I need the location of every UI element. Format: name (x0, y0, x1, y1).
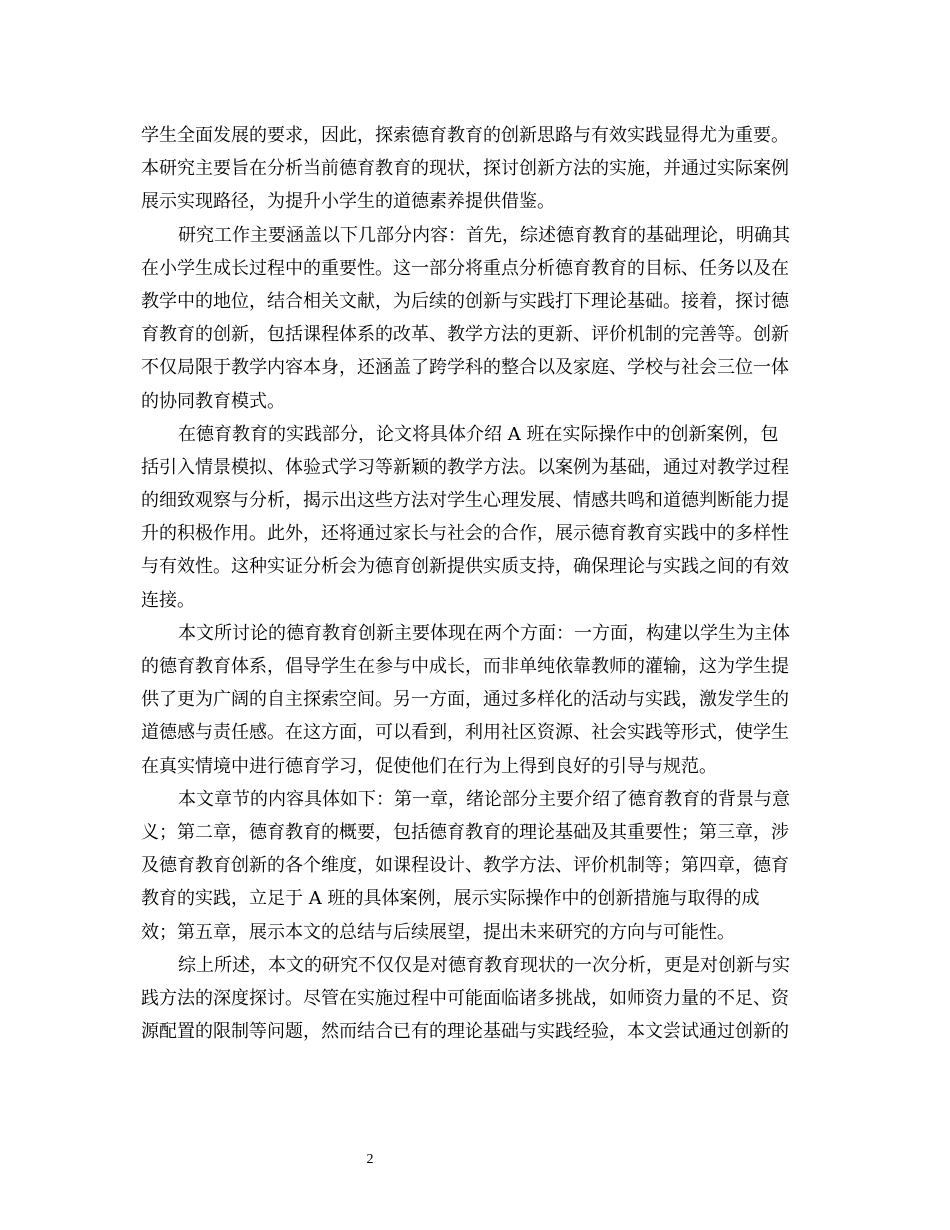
text-line: 道德感与责任感。在这方面，可以看到，利用社区资源、社会实践等形式，使学生 (141, 722, 789, 744)
body-text (141, 119, 811, 1048)
text-line: 展示实现路径，为提升小学生的道德素养提供借鉴。 (141, 191, 555, 213)
text-line: 连接。 (141, 589, 195, 611)
text-line: 育教育的创新，包括课程体系的改革、教学方法的更新、评价机制的完善等。创新 (141, 324, 789, 346)
text-line: 在真实情境中进行德育学习，促使他们在行为上得到良好的引导与规范。 (141, 755, 717, 777)
text-line: 供了更为广阔的自主探索空间。另一方面，通过多样化的活动与实践，激发学生的 (141, 689, 789, 711)
page-number: 2 (366, 1152, 374, 1167)
text-line: 教学中的地位，结合相关文献，为后续的创新与实践打下理论基础。接着，探讨德 (141, 290, 789, 312)
text-line: 括引入情景模拟、体验式学习等新颖的教学方法。以案例为基础，通过对教学过程 (141, 456, 789, 478)
text-line: 及德育教育创新的各个维度，如课程设计、教学方法、评价机制等；第四章，德育 (141, 855, 789, 877)
text-line: 学生全面发展的要求，因此，探索德育教育的创新思路与有效实践显得尤为重要。 (141, 125, 789, 146)
text-line: 综上所述，本文的研究不仅仅是对德育教育现状的一次分析，更是对创新与实 (178, 954, 790, 976)
text-line: 效；第五章，展示本文的总结与后续展望，提出未来研究的方向与可能性。 (141, 921, 735, 943)
text-line: 的德育教育体系，倡导学生在参与中成长，而非单纯依靠教师的灌输，这为学生提 (141, 656, 789, 677)
text-line: 践方法的深度探讨。尽管在实施过程中可能面临诸多挑战，如师资力量的不足、资 (141, 987, 789, 1009)
text-line: 研究工作主要涵盖以下几部分内容：首先，综述德育教育的基础理论，明确其 (178, 224, 790, 246)
text-line: 本研究主要旨在分析当前德育教育的现状，探讨创新方法的实施，并通过实际案例 (141, 158, 789, 180)
text-line: 的协同教育模式。 (141, 390, 285, 412)
text-line: 在小学生成长过程中的重要性。这一部分将重点分析德育教育的目标、任务以及在 (141, 257, 789, 279)
text-line: 在德育教育的实践部分，论文将具体介绍 A 班在实际操作中的创新案例，包 (178, 423, 779, 445)
text-line: 源配置的限制等问题，然而结合已有的理论基础与实践经验，本文尝试通过创新的 (141, 1021, 789, 1043)
text-line: 的细致观察与分析，揭示出这些方法对学生心理发展、情感共鸣和道德判断能力提 (141, 490, 789, 512)
text-line: 本文章节的内容具体如下：第一章，绪论部分主要介绍了德育教育的背景与意 (178, 788, 790, 810)
text-line: 本文所讨论的德育教育创新主要体现在两个方面：一方面，构建以学生为主体 (178, 622, 790, 644)
text-line: 不仅局限于教学内容本身，还涵盖了跨学科的整合以及家庭、学校与社会三位一体 (141, 357, 789, 379)
text-line: 与有效性。这种实证分析会为德育创新提供实质支持，确保理论与实践之间的有效 (141, 556, 789, 578)
text-line: 升的积极作用。此外，还将通过家长与社会的合作，展示德育教育实践中的多样性 (141, 523, 789, 545)
text-line: 义；第二章，德育教育的概要，包括德育教育的理论基础及其重要性；第三章，涉 (141, 821, 789, 843)
text-line: 教育的实践，立足于 A 班的具体案例，展示实际操作中的创新措施与取得的成 (141, 888, 760, 910)
